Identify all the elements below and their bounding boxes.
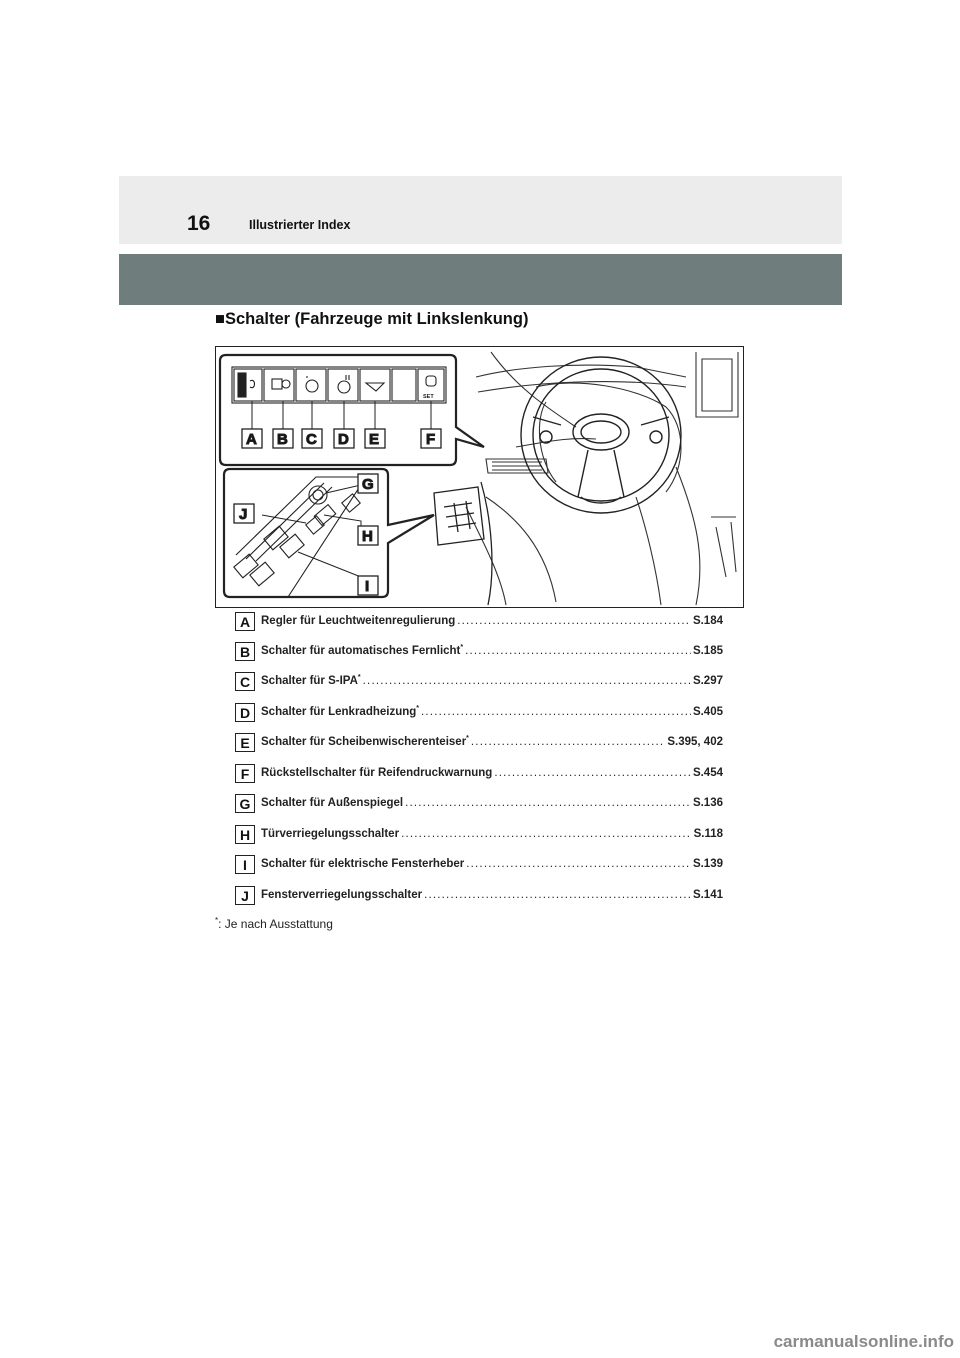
set-button-text: SET [423,394,434,400]
list-item [235,886,723,908]
item-label: Rückstellschalter für Reifendruckwarnung [261,767,493,779]
section-title [215,310,528,329]
item-letter: F [235,764,255,783]
item-letter: E [235,733,255,752]
item-letter: D [235,703,255,722]
footnote-text: : Je nach Ausstattung [218,917,333,931]
item-page-ref[interactable]: S.297 [692,675,723,687]
callout-a: A [246,431,257,448]
item-label: Schalter für Außenspiegel [261,797,404,809]
item-label: Schalter für Lenkradheizung* [261,705,420,718]
callout-e: E [369,431,380,448]
item-page-ref[interactable]: S.118 [693,828,723,840]
item-label: Regler für Leuchtweitenregulierung [261,615,456,627]
item-letter: A [235,612,255,631]
chapter-title: Illustrierter Index [249,218,351,232]
list-item [235,855,723,877]
item-letter: G [235,794,255,813]
item-page-ref[interactable]: S.136 [692,797,723,809]
item-page-ref[interactable]: S.454 [692,767,723,779]
switch-panel [232,367,446,403]
list-item [235,612,723,634]
dashboard-line-art [466,352,738,605]
steering-wheel [521,357,681,513]
section-marker: ■ [215,310,225,328]
item-letter: I [235,855,255,874]
item-page-ref[interactable]: S.185 [692,645,723,657]
callout-g: G [362,476,374,493]
item-page-ref[interactable]: S.139 [692,858,723,870]
item-page-ref[interactable]: S.405 [692,706,723,718]
callout-d: D [338,431,349,448]
callout-b: B [277,431,288,448]
item-letter: C [235,672,255,691]
watermark: carmanualsonline.info [773,1332,954,1351]
footnote [215,916,333,931]
item-page-ref[interactable]: S.141 [692,889,723,901]
item-label: Schalter für automatisches Fernlicht* [261,644,464,657]
item-page-ref[interactable]: S.184 [692,615,723,627]
list-item [235,672,723,694]
callout-j: J [239,506,248,523]
list-item [235,703,723,725]
item-letter: J [235,886,255,905]
list-item [235,733,723,755]
list-item [235,642,723,664]
dashboard-illustration [215,346,744,608]
item-label: Schalter für elektrische Fensterheber [261,858,465,870]
callout-c: C [306,431,317,448]
callout-h: H [362,528,373,545]
item-label: Schalter für Scheibenwischerenteiser* [261,735,469,748]
header-band [119,176,842,244]
item-letter: B [235,642,255,661]
footnote-symbol: * [215,916,219,925]
list-item [235,794,723,816]
item-label: Schalter für S-IPA* [261,674,361,687]
list-item [235,764,723,786]
item-page-ref[interactable]: S.395, 402 [667,736,723,748]
section-title-text: Schalter (Fahrzeuge mit Linkslenkung) [224,310,529,328]
callout-i: I [365,578,370,595]
page-number: 16 [187,212,211,235]
header-bar [119,254,842,305]
item-label: Fensterverriegelungsschalter [261,889,423,901]
item-label: Türverriegelungsschalter [261,828,400,840]
item-letter: H [235,825,255,844]
list-item [235,825,723,847]
callout-f: F [426,431,436,448]
